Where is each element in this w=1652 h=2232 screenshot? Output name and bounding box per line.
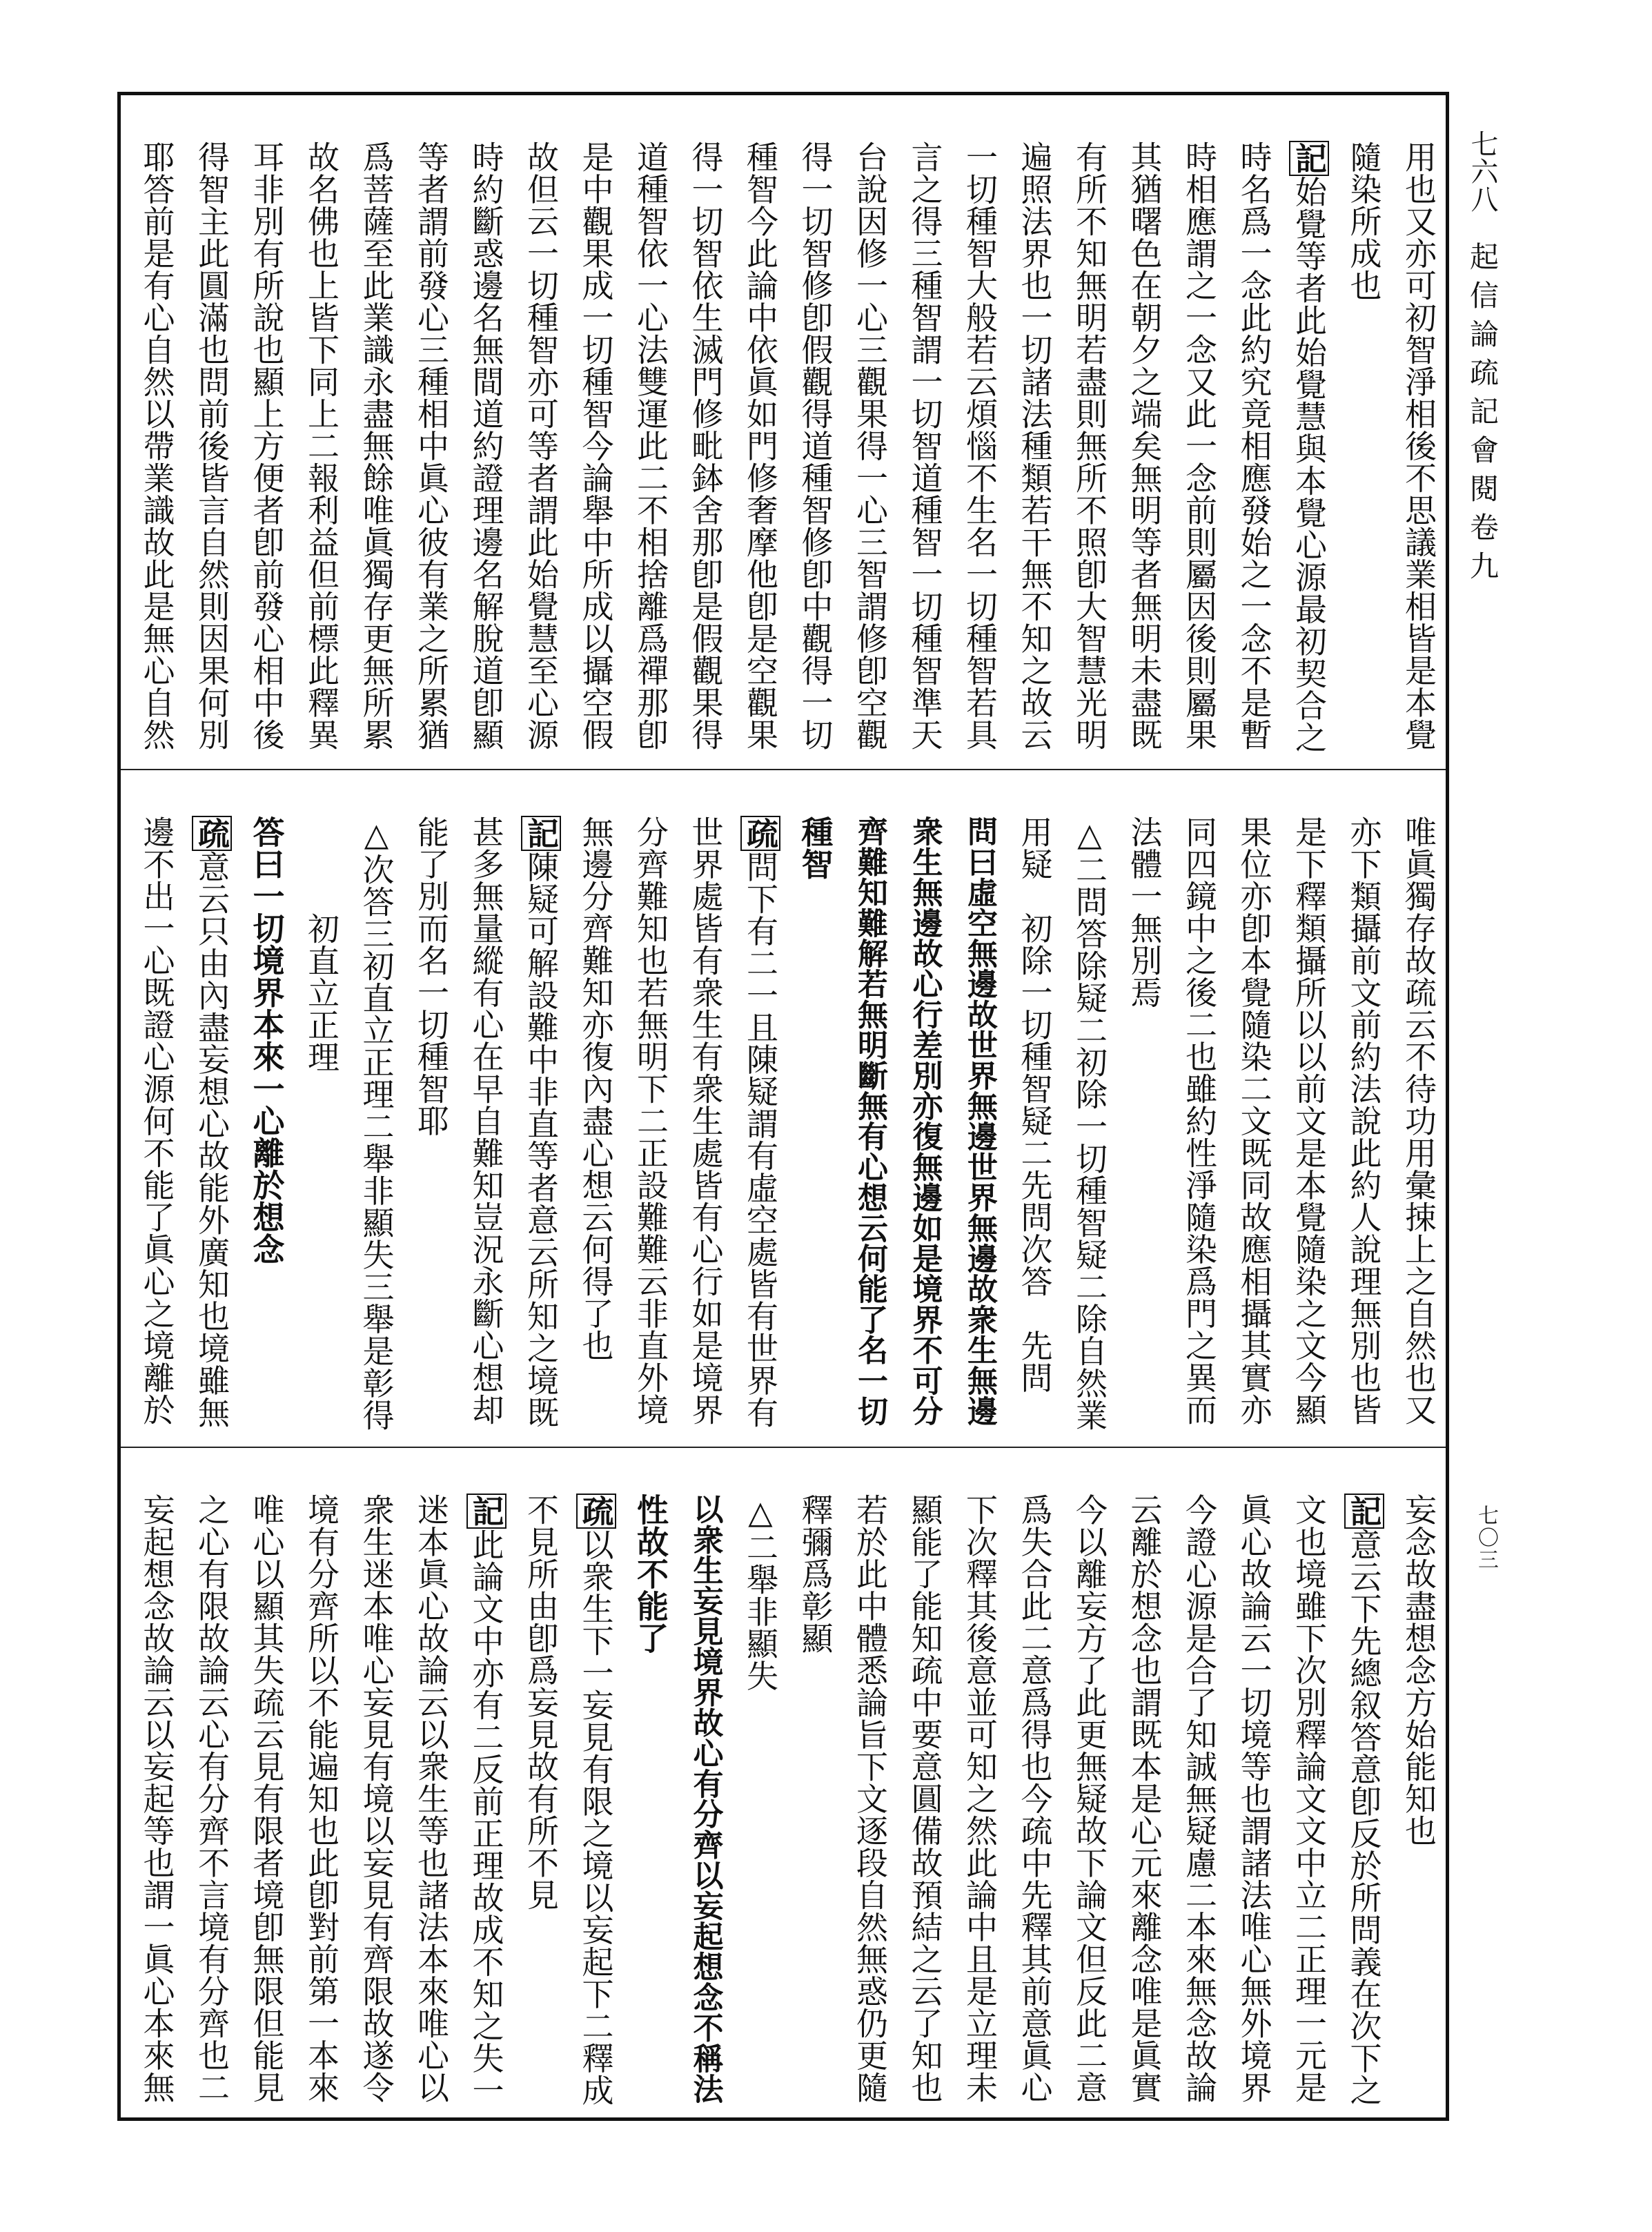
text-column: 有所不知無明若盡則無所不照卽大智慧光明 [1071, 141, 1108, 751]
text-column: 故名佛也上皆下同上二報利益但前標此釋異 [303, 141, 340, 751]
text-column: 記始覺等者此始覺慧與本覺心源最初契合之 [1290, 142, 1328, 754]
treatise-text-column: 齊難知難解若無明斷無有心想云何能了名一切 [852, 816, 887, 1426]
text-column: 無邊分齊難知亦復內盡心想云何得了也 [577, 816, 615, 1362]
text-column: 邊不出一心既證心源何不能了眞心之境離於 [138, 816, 176, 1426]
text-column: 同四鏡中之後二也雖約性淨隨染爲門之異而 [1181, 816, 1218, 1426]
collection-page-number: 七〇三 [1474, 1505, 1498, 1571]
lower-register [121, 1448, 1446, 2117]
text-column: 是下釋類攝所以以前文是本覺隨染之文今顯 [1290, 816, 1328, 1426]
text-column: 種智今此論中依眞如門修奢摩他卽是空觀果 [742, 141, 779, 751]
sub-commentary-column: 記此論文中亦有二反前正理故成不知之失一 [467, 1495, 505, 2106]
text-column: 迷本眞心故論云以衆生等也諸法本來唯心以 [413, 1494, 450, 2104]
text-column: 耶答前是有心自然以帶業識故此是無心自然 [138, 141, 176, 751]
text-column: 文也境雖下次別釋論文文中立二正理一元是 [1290, 1494, 1328, 2104]
text-column: 遍照法界也一切諸法種類若干無不知之故云 [1016, 141, 1054, 751]
text-column: 一切種智大般若云煩惱不生名一切種智若具 [961, 141, 999, 751]
treatise-text-column: 問曰虛空無邊故世界無邊世界無邊故衆生無邊 [962, 816, 997, 1426]
text-column: 分齊難知也若無明下二正設難難云非直外境 [632, 816, 669, 1426]
treatise-text-column: 性故不能了 [632, 1494, 669, 1654]
text-column: 境有分齊所以不能遍知也此卽對前第一本來 [303, 1494, 340, 2104]
text-column: 唯心以顯其失疏云見有限者境卽無限但能見 [248, 1494, 286, 2104]
text-column: 妄念故盡想念方始能知也 [1400, 1494, 1437, 1847]
text-column: 時名爲一念此約究竟相應發始之一念不是暫 [1235, 141, 1273, 751]
text-column: 云離於想念也謂既本是心元來離念唯是眞實 [1125, 1494, 1163, 2104]
text-column: 唯眞獨存故疏云不待功用彙捒上之自然也又 [1400, 816, 1437, 1426]
text-column: 不見所由卽爲妄見故有所不見 [522, 1494, 560, 1911]
section-heading-column: 初直立正理 [303, 912, 340, 1073]
text-column: 道種智依一心法雙運此二不相捨離爲禪那卽 [632, 141, 669, 751]
sub-commentary-column: 記陳疑可解設難中非直等者意云所知之境既 [522, 817, 560, 1429]
commentary-column: 疏意云只由內盡妄想心故能外廣知也境雖無 [193, 817, 230, 1429]
text-column: 之心有限故論云心有分齊不言境有分齊也二 [193, 1494, 230, 2104]
treatise-text-column: 答曰一切境界本來一心離於想念 [248, 816, 286, 1265]
text-column: 爲失合此二意爲得也今疏中先釋其前意眞心 [1016, 1494, 1054, 2104]
text-column: 顯能了能知疏中要意圓備故預結之云了知也 [906, 1494, 944, 2104]
section-heading-column: △次答三初直立正理二舉非顯失三舉是彰得 [357, 816, 395, 1431]
page-frame [117, 92, 1449, 2121]
book-title: 起信論疏記會閱卷九 [1466, 242, 1499, 589]
text-column: 下次釋其後意並可知之然此論中且是立理未 [961, 1494, 999, 2104]
text-column: 耳非別有所說也顯上方便者卽前發心相中後 [248, 141, 286, 751]
text-column: 是中觀果成一切種智今論舉中所成以攝空假 [577, 141, 615, 751]
middle-register [121, 770, 1446, 1447]
text-column: 台說因修一心三觀果得一心三智謂修卽空觀 [852, 141, 889, 751]
section-heading-column: △二舉非顯失 [742, 1494, 779, 1692]
text-column: 今以離妄方了此更無疑故下論文但反此二意 [1071, 1494, 1108, 2104]
text-column: 時相應謂之一念又此一念前則屬因後則屬果 [1181, 141, 1218, 751]
text-column: 得一切智修卽假觀得道種智修卽中觀得一切 [796, 141, 834, 751]
text-column: 隨染所成也 [1345, 141, 1383, 302]
text-column: 今證心源是合了知誠無疑慮二本來無念故論 [1181, 1494, 1218, 2104]
section-heading-column: △二問答除疑二初除一切種智疑二除自然業 [1071, 816, 1108, 1431]
text-column: 用也又亦可初智淨相後不思議業相皆是本覺 [1400, 141, 1437, 751]
text-column: 亦下類攝前文前約法說此約人說理無別也皆 [1345, 816, 1383, 1426]
treatise-text-column: 種智 [796, 816, 834, 880]
text-column: 妄起想念故論云以妄起等也謂一眞心本來無 [138, 1494, 176, 2104]
text-column: 時約斷惑邊名無間道約證理邊名解脫道卽顯 [467, 141, 505, 751]
sub-commentary-column: 記意云下先總叙答意卽反於所問義在次下之 [1345, 1495, 1383, 2106]
text-column: 衆生迷本唯心妄見有境以妄見有齊限故遂令 [357, 1494, 395, 2104]
text-column: 眞心故論云一切境等也謂諸法唯心無外境界 [1235, 1494, 1273, 2104]
treatise-text-column: 衆生無邊故心行差別亦復無邊如是境界不可分 [907, 816, 943, 1426]
text-column: 其猶曙色在朝夕之端矣無明等者無明未盡既 [1125, 141, 1163, 751]
text-column: 等者謂前發心三種相中眞心彼有業之所累猶 [413, 141, 450, 751]
text-column: 言之得三種智謂一切智道種智一切種智準天 [906, 141, 944, 751]
page-number: 七六八 [1466, 130, 1498, 213]
text-column: 果位亦卽本覺隨染二文既同故應相攝其實亦 [1235, 816, 1273, 1426]
text-column: 世界處皆有衆生有衆生處皆有心行如是境界 [687, 816, 725, 1426]
text-column: 能了別而名一切種智耶 [413, 816, 450, 1137]
text-column: 爲菩薩至此業識永盡無餘唯眞獨存更無所累 [357, 141, 395, 751]
text-column: 甚多無量縱有心在早自難知豈況永斷心想却 [467, 816, 505, 1426]
text-column: 得一切智依生滅門修毗鉢舍那卽是假觀果得 [687, 141, 725, 751]
commentary-column: 疏以衆生下一妄見有限之境以妄起下二釋成 [577, 1495, 615, 2106]
section-heading-column: 用疑 初除一切種智疑二先問次答 先問 [1016, 816, 1054, 1393]
text-column: 若於此中體悉論旨下文逐段自然無惑仍更隨 [852, 1494, 889, 2104]
text-column: 釋彌爲彰顯 [796, 1494, 834, 1654]
text-column: 故但云一切種智亦可等者謂此始覺慧至心源 [522, 141, 560, 751]
upper-register [121, 95, 1446, 769]
text-column: 得智主此圓滿也問前後皆言自然則因果何別 [193, 141, 230, 751]
text-column: 法體一無別焉 [1125, 816, 1163, 1008]
treatise-text-column: 以衆生妄見境界故心有分齊以妄起想念不稱法 [687, 1494, 723, 2104]
commentary-column: 疏問下有二一且陳疑謂有虛空處皆有世界有 [742, 817, 779, 1429]
